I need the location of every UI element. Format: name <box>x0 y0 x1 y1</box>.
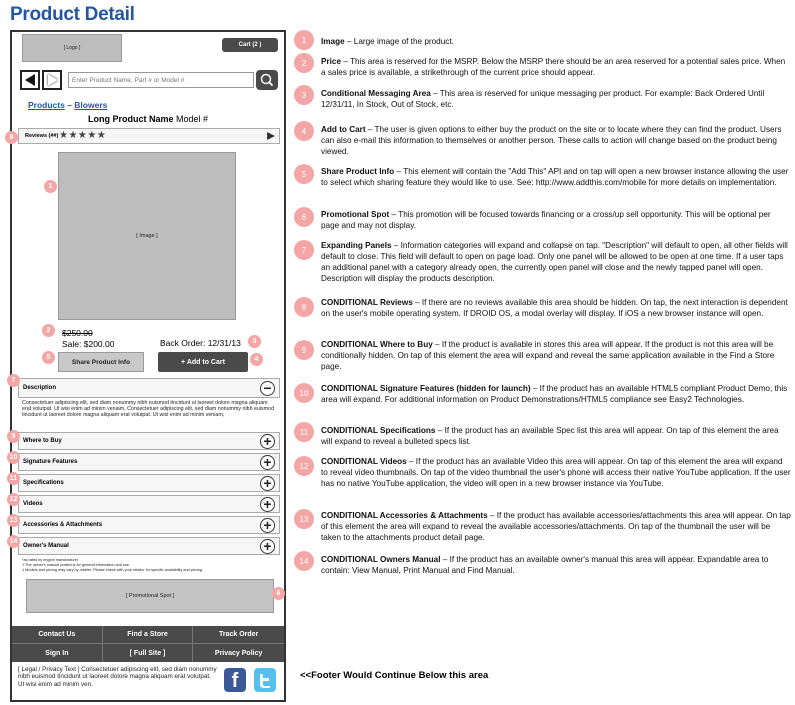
badge-panel-13: 13 <box>7 514 20 527</box>
footer-nav <box>12 626 284 662</box>
plus-icon[interactable]: + <box>260 518 275 533</box>
legal-text: [ Legal / Privacy Text ] Consectetuer adipiscing elit, sed diam nonummy nibh euismod tincidunt ut laoreet dolore magna aliquam erat volutpat. Ut wisi enim ad minim ven. <box>18 666 217 688</box>
badge-image: 1 <box>44 180 57 193</box>
note-badge: 3 <box>294 85 314 105</box>
note-item: Expanding Panels – Information categories will expand and collapse on tap. "Description" will default to open, all other fields will default to close. This field will default to open on page load. Only one panel will be allowed to be open at one time. If a user taps an additional panel with a category already open, the currently open panel will close and the newly tapped panel will open. Description will display the products description. <box>321 241 788 283</box>
note-item: CONDITIONAL Where to Buy – If the product is available in stores this area will appear. If the product is not this area will be conditionally hidden. On tap of this element the area will expand and reveal the same application available in the Find a Store page. <box>321 340 775 371</box>
note-badge: 14 <box>294 551 314 571</box>
note-item: Conditional Messaging Area – This area is reserved for unique messaging per product. For example: Back Ordered Until 12/31/11, In Stock, Out of Stock, etc. <box>321 89 765 109</box>
description-text: Consectetuer adipiscing elit, sed diam nonummy nibh euismod tincidunt ut laoreet dolore magna aliquam erat volutpat. Ut wisi enim ad minim veniam, Consectetuer adipiscing elit, sed diam nonummy nibh euismod tincidunt ut laoreet dolore magna aliquam erat volutpat. Ut wisi enim ad minim veniam, <box>22 400 275 419</box>
panel-specifications[interactable]: Specifications + <box>18 474 280 492</box>
note-badge: 13 <box>294 509 314 529</box>
badge-promo: 6 <box>272 587 285 600</box>
panel-where-to-buy[interactable]: Where to Buy + <box>18 432 280 450</box>
note-item: Price – This area is reserved for the MSRP. Below the MSRP there should be an area reserved for a potential sales price. When a sales price is available, a strikethrough of the current price should appear. <box>321 57 786 77</box>
add-to-cart-button[interactable]: + Add to Cart <box>158 352 248 372</box>
track-order-link[interactable]: Track Order <box>193 626 284 644</box>
cart-button[interactable]: Cart (2 ) <box>222 38 278 52</box>
product-image[interactable]: [ Image ] <box>58 152 236 320</box>
facebook-icon[interactable]: f <box>224 668 246 692</box>
note-badge: 9 <box>294 340 314 360</box>
note-item: CONDITIONAL Specifications – If the product has an available Spec list this area will appear. On tap of this element the area will expand to reveal a bulleted specs list. <box>321 426 779 446</box>
badge-panel-14: 14 <box>7 535 20 548</box>
badge-share: 5 <box>42 351 55 364</box>
back-button[interactable] <box>20 70 40 90</box>
minus-icon[interactable]: − <box>260 381 275 396</box>
badge-panel-10: 10 <box>7 451 20 464</box>
panel-owners-manual[interactable]: Owner's Manual + <box>18 537 280 555</box>
note-item: Add to Cart – The user is given options to either buy the product on the site or to locate where they can find the product. Users can also e-mail this information to themselves or another person. These calls to action will change based on the product being viewed. <box>321 125 782 156</box>
breadcrumb: Products – Blowers <box>28 100 108 110</box>
plus-icon[interactable]: + <box>260 539 275 554</box>
badge-description: 7 <box>7 374 20 387</box>
note-badge: 4 <box>294 121 314 141</box>
breadcrumb-products[interactable]: Products <box>28 100 65 110</box>
arrow-left-icon <box>25 74 35 86</box>
badge-reviews: 8 <box>5 131 18 144</box>
badge-cart: 4 <box>250 353 263 366</box>
note-item: CONDITIONAL Videos – If the product has an available Video this area will appear. On tap of this element the area will expand to reveal video thumbnails. On tap of the video thumbnail the user's phone will access their native YouTube application. If the user has no native YouTube application, the video will open in a new browser instance via YouTube. <box>321 457 791 488</box>
logo[interactable]: [ Logo ] <box>22 34 122 62</box>
plus-icon[interactable]: + <box>260 497 275 512</box>
note-item: CONDITIONAL Signature Features (hidden for launch) – If the product has an available HTML5 compliant Product Demo, this area will expand. For additional information on Product Demonstrations/HTML5 compliance see Easy2 Technologies. <box>321 384 788 404</box>
backorder-message: Back Order: 12/31/13 <box>160 338 241 348</box>
badge-price: 2 <box>42 324 55 337</box>
msrp-price: $250.00 <box>62 328 93 338</box>
arrow-right-icon <box>48 74 58 86</box>
plus-icon[interactable]: + <box>260 434 275 449</box>
note-badge: 1 <box>294 30 314 50</box>
sign-in-link[interactable]: Sign In <box>12 644 103 662</box>
plus-icon[interactable]: + <box>260 476 275 491</box>
forward-button[interactable] <box>42 70 62 90</box>
promotional-spot[interactable]: [ Promotional Spot ] <box>26 579 274 613</box>
reviews-bar[interactable] <box>18 128 280 144</box>
panel-videos[interactable]: Videos + <box>18 495 280 513</box>
badge-panel-9: 9 <box>7 430 20 443</box>
badge-panel-11: 11 <box>7 472 20 485</box>
note-badge: 12 <box>294 456 314 476</box>
privacy-policy-link[interactable]: Privacy Policy <box>214 649 263 657</box>
note-item: CONDITIONAL Accessories & Attachments – If the product has available accessories/attachments this area will appear. On tap of this element the area will expand to reveal the available accessories/attachments. On tap of the thumbnail the user will be taken to the attachments product detail page. <box>321 511 791 542</box>
search-input[interactable] <box>68 72 254 88</box>
note-item: CONDITIONAL Reviews – If there are no reviews available this area should be hidden. On tap, the next interaction is dependent on the user's mobile operating system. If DROID OS, a modal overlay will display. If iOS a new browser instance will open. <box>321 298 788 318</box>
plus-icon[interactable]: + <box>260 455 275 470</box>
note-badge: 2 <box>294 53 314 73</box>
note-item: Share Product Info – This element will contain the "Add This" API and on tap will open a new browser instance allowing the user to select which sharing feature they would like to use. See: http://www.addthis.com/mobile for more details on implementation. <box>321 167 789 187</box>
rating-stars: ★★★★★ <box>59 130 107 141</box>
note-item: Promotional Spot – This promotion will be focused towards financing or a cross/up sell opportunity. This will be optional per page and may not display. <box>321 210 771 230</box>
find-store-link[interactable]: Find a Store <box>103 626 194 644</box>
badge-backorder: 3 <box>248 335 261 348</box>
twitter-icon[interactable] <box>254 668 276 692</box>
panel-signature-features[interactable]: Signature Features + <box>18 453 280 471</box>
contact-us-link[interactable]: Contact Us <box>12 626 103 644</box>
note-badge: 6 <box>294 207 314 227</box>
description-title: Description <box>23 385 57 391</box>
note-badge: 7 <box>294 240 314 260</box>
reviews-label: Reviews (##) <box>25 133 59 139</box>
note-badge: 8 <box>294 297 314 317</box>
full-site-link[interactable]: [ Full Site ] <box>103 644 194 662</box>
note-badge: 11 <box>294 422 314 442</box>
disclaimer: *as rated by engine manufacturer † The owner's manual posted is for general information and use. ‡ Models and pricing may vary by retailer. Please check with your retailer for specific availability and pricing. <box>22 558 204 572</box>
chevron-right-icon <box>267 132 275 140</box>
note-item: CONDITIONAL Owners Manual – If the product has an available owner's manual this area will appear. Expandable area to contain: View Manual, Print Manual and Find Manual. <box>321 555 769 575</box>
search-button[interactable] <box>256 70 278 90</box>
search-icon <box>256 70 278 90</box>
description-panel[interactable] <box>18 378 280 398</box>
note-badge: 5 <box>294 164 314 184</box>
note-badge: 10 <box>294 383 314 403</box>
footer-continuation-note: <<Footer Would Continue Below this area <box>300 670 489 681</box>
badge-panel-12: 12 <box>7 493 20 506</box>
page-title: Product Detail <box>10 4 135 25</box>
product-name: Long Product Name Model # <box>87 114 209 124</box>
sale-price: Sale: $200.00 <box>62 339 115 349</box>
phone-wireframe <box>10 30 286 702</box>
panel-accessories[interactable]: Accessories & Attachments + <box>18 516 280 534</box>
breadcrumb-blowers[interactable]: Blowers <box>74 100 108 110</box>
share-product-button[interactable]: Share Product Info <box>58 352 144 372</box>
note-item: Image – Large image of the product. <box>321 37 454 46</box>
